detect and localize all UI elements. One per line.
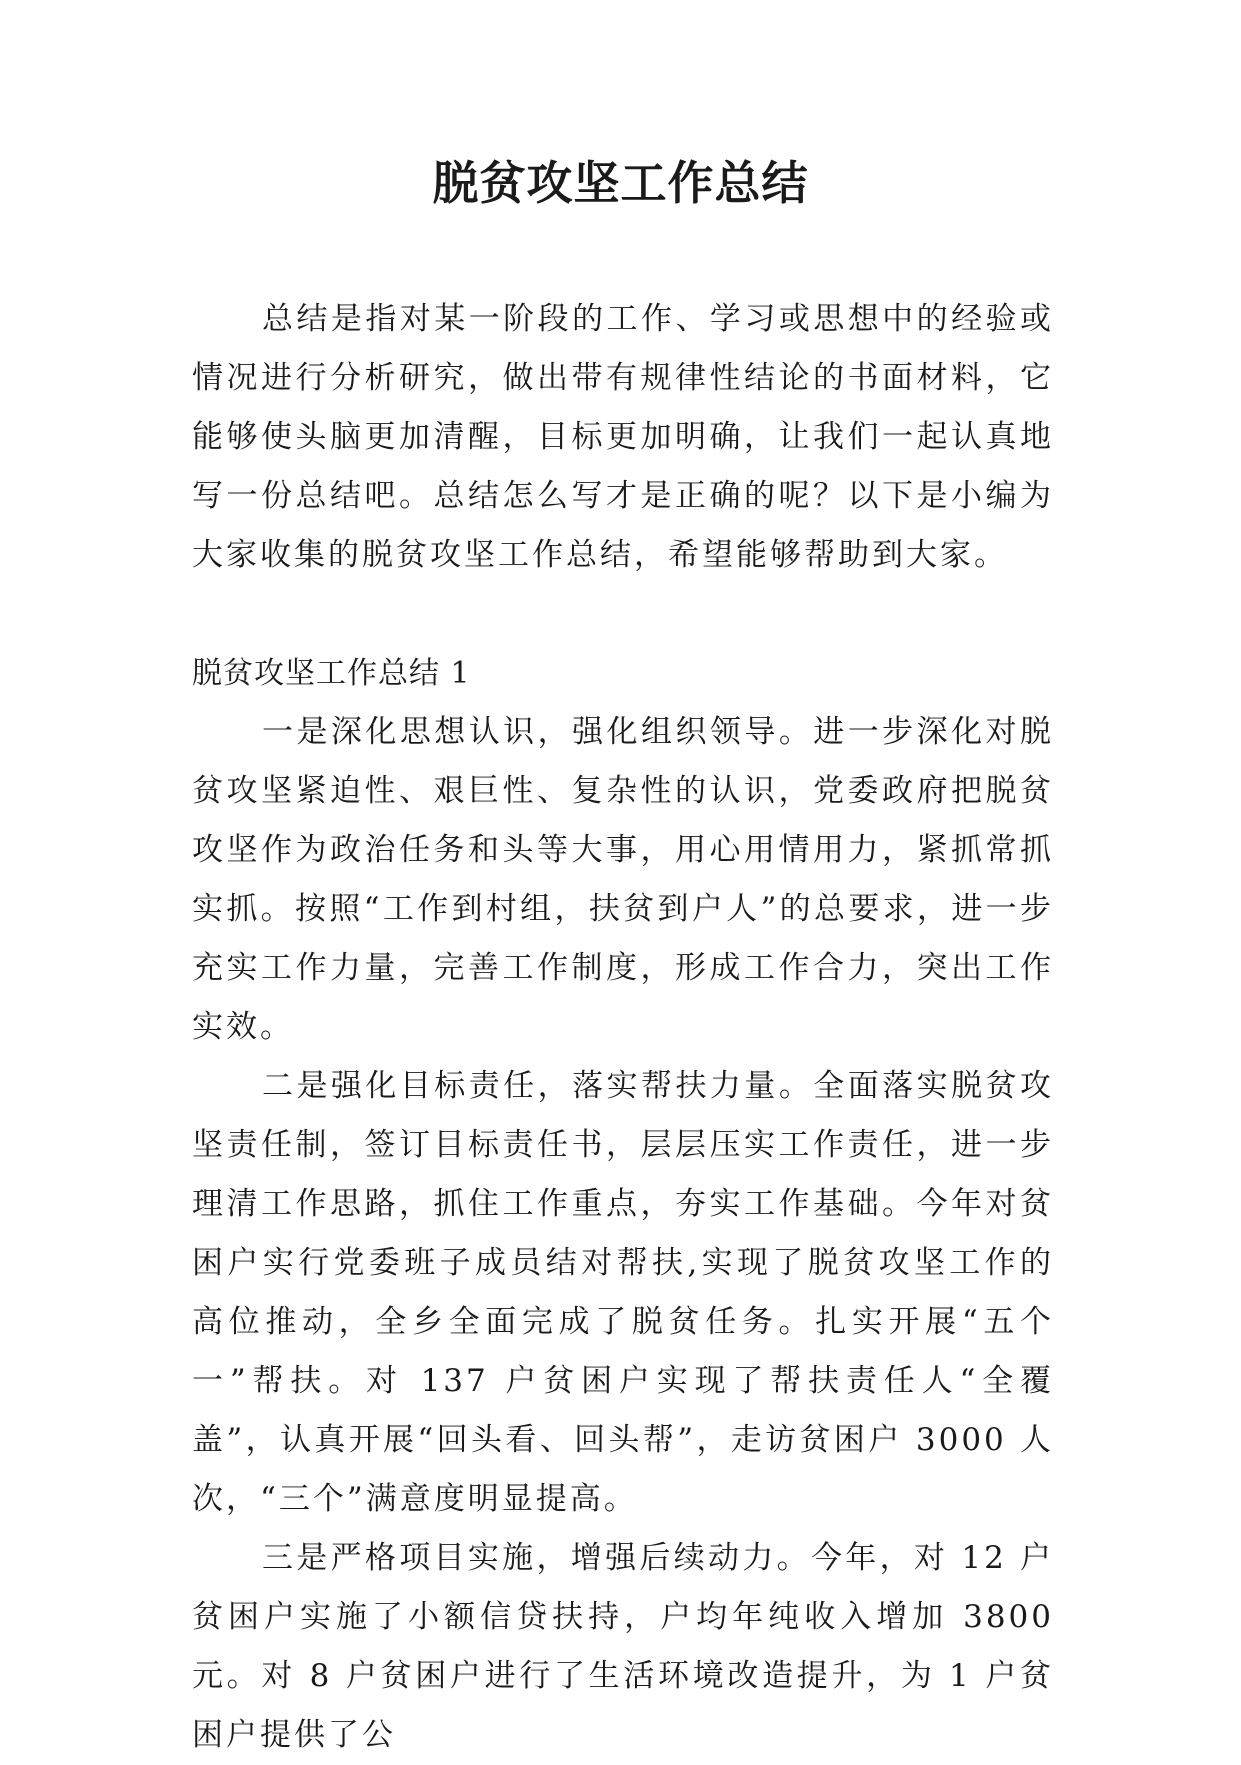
section-heading: 脱贫攻坚工作总结 1	[192, 656, 471, 691]
document-title: 脱贫攻坚工作总结	[432, 156, 809, 210]
document-body	[192, 290, 1054, 1765]
body-paragraph-2: 二是强化目标责任，落实帮扶力量。全面落实脱贫攻坚责任制，签订目标责任书，层层压实工作责任，进一步理清工作思路，抓住工作重点，夯实工作基础。今年对贫困户实行党委班子成员结对帮扶,实现了脱贫攻坚工作的高位推动，全乡全面完成了脱贫任务。扎实开展“五个一”帮扶。对 137 户贫困户实现了帮扶责任人“全覆盖”，认真开展“回头看、回头帮”，走访贫困户 3000 人次，“三个”满意度明显提高。	[192, 1068, 1054, 1517]
body-paragraph-3: 三是严格项目实施，增强后续动力。今年，对 12 户贫困户实施了小额信贷扶持，户均年纯收入增加 3800 元。对 8 户贫困户进行了生活环境改造提升，为 1 户贫困户提供了公	[192, 1540, 1054, 1753]
body-paragraph-1: 一是深化思想认识，强化组织领导。进一步深化对脱贫攻坚紧迫性、艰巨性、复杂性的认识，党委政府把脱贫攻坚作为政治任务和头等大事，用心用情用力，紧抓常抓实抓。按照“工作到村组，扶贫到户人”的总要求，进一步充实工作力量，完善工作制度，形成工作合力，突出工作实效。	[192, 714, 1054, 1045]
intro-paragraph: 总结是指对某一阶段的工作、学习或思想中的经验或情况进行分析研究，做出带有规律性结论的书面材料，它能够使头脑更加清醒，目标更加明确，让我们一起认真地写一份总结吧。总结怎么写才是正确的呢？以下是小编为大家收集的脱贫攻坚工作总结，希望能够帮助到大家。	[192, 301, 1054, 573]
